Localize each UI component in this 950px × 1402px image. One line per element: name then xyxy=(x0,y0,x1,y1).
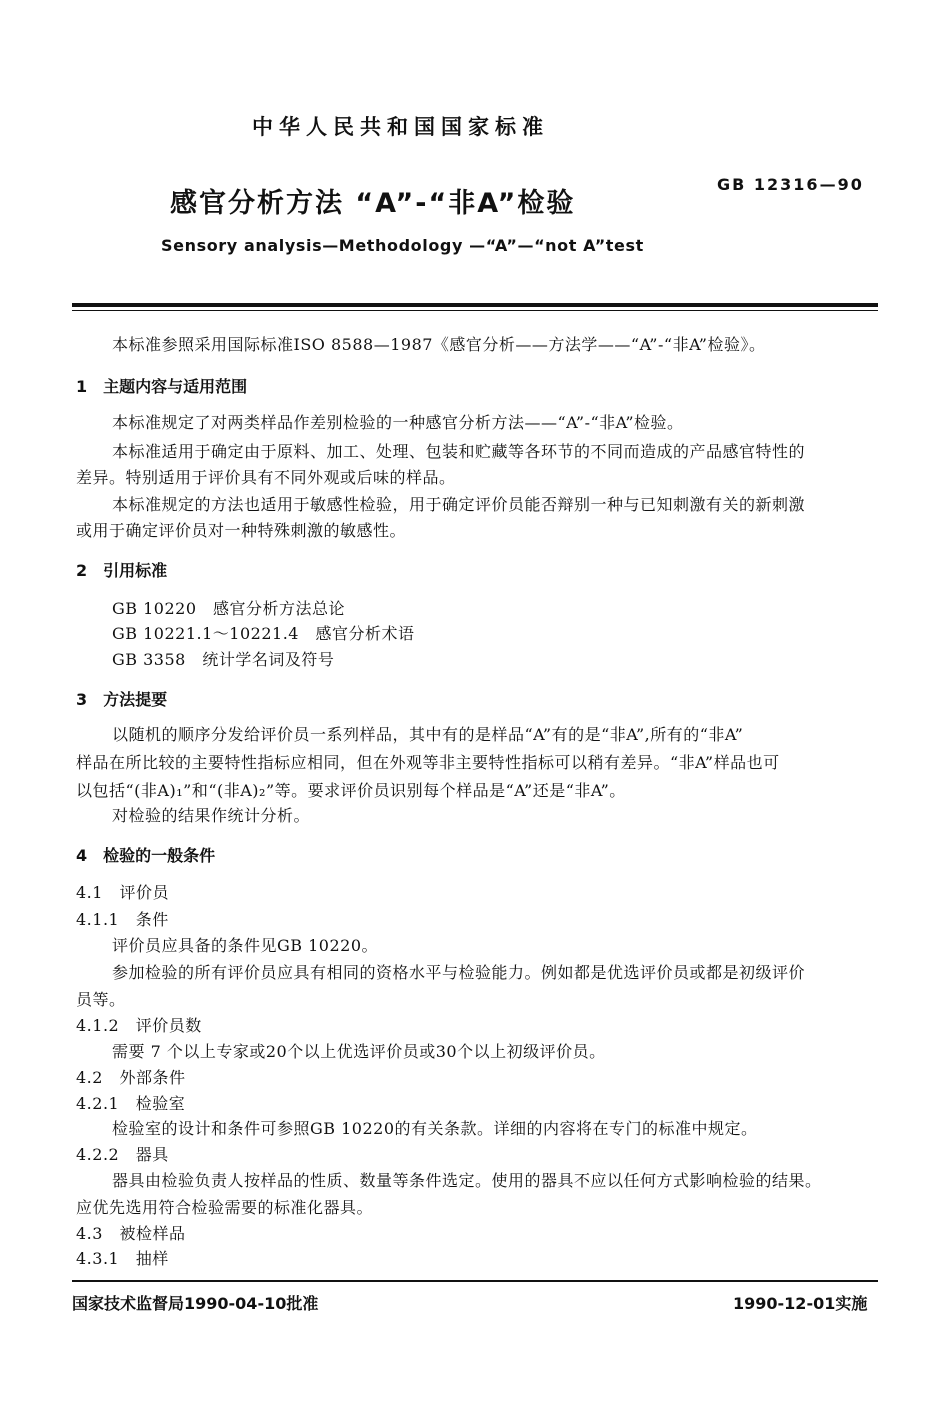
p-4-2-1: 检验室的设计和条件可参照GB 10220的有关条款。详细的内容将在专门的标准中规定。 xyxy=(112,1119,758,1138)
subsection-4-2-heading: 4.2 外部条件 xyxy=(76,1068,186,1087)
approval-note: 国家技术监督局1990-04-10批准 xyxy=(72,1294,319,1313)
p-4-1-1-a: 评价员应具备的条件见GB 10220。 xyxy=(112,936,379,955)
s3-line-2: 样品在所比较的主要特性指标应相同，但在外观等非主要特性指标可以稍有差异。“非A”样品也可 xyxy=(76,753,780,772)
subsection-4-1-2-heading: 4.1.2 评价员数 xyxy=(76,1016,202,1035)
p-4-2-2-cont: 应优先选用符合检验需要的标准化器具。 xyxy=(76,1198,374,1217)
reference-item: GB 3358 统计学名词及符号 xyxy=(112,650,335,669)
section-1-heading: 1 主题内容与适用范围 xyxy=(76,377,248,396)
standard-number: GB 12316—90 xyxy=(717,175,864,194)
p-4-1-1-b: 参加检验的所有评价员应具有相同的资格水平与检验能力。例如都是优选评价员或都是初级评价 xyxy=(112,963,806,982)
section-2-heading: 2 引用标准 xyxy=(76,561,168,580)
s1-paragraph-1: 本标准规定了对两类样品作差别检验的一种感官分析方法——“A”-“非A”检验。 xyxy=(112,413,684,432)
p-4-1-2: 需要 7 个以上专家或20个以上优选评价员或30个以上初级评价员。 xyxy=(112,1042,606,1061)
s1-paragraph-3-cont: 或用于确定评价员对一种特殊刺激的敏感性。 xyxy=(76,521,407,540)
section-3-heading: 3 方法提要 xyxy=(76,690,168,709)
effective-date: 1990-12-01实施 xyxy=(733,1294,868,1313)
section-4-heading: 4 检验的一般条件 xyxy=(76,846,216,865)
document-title-english: Sensory analysis—Methodology —“A”—“not A”test xyxy=(161,236,644,255)
subsection-4-2-2-heading: 4.2.2 器具 xyxy=(76,1145,169,1164)
footer-rule xyxy=(72,1280,878,1282)
p-4-1-1-b-cont: 员等。 xyxy=(76,990,126,1009)
subsection-4-3-1-heading: 4.3.1 抽样 xyxy=(76,1249,169,1268)
s1-paragraph-2-cont: 差异。特别适用于评价具有不同外观或后味的样品。 xyxy=(76,468,456,487)
subsection-4-1-heading: 4.1 评价员 xyxy=(76,883,169,902)
s1-paragraph-2: 本标准适用于确定由于原料、加工、处理、包装和贮藏等各环节的不同而造成的产品感官特性的 xyxy=(112,442,806,461)
s3-line-4: 对检验的结果作统计分析。 xyxy=(112,806,311,825)
reference-item: GB 10221.1～10221.4 感官分析术语 xyxy=(112,624,415,643)
s1-paragraph-3: 本标准规定的方法也适用于敏感性检验，用于确定评价员能否辩别一种与已知刺激有关的新刺激 xyxy=(112,495,806,514)
reference-item: GB 10220 感官分析方法总论 xyxy=(112,599,346,618)
intro-paragraph: 本标准参照采用国际标准ISO 8588—1987《感官分析——方法学——“A”-“非A”检验》。 xyxy=(112,335,766,354)
header-rule-thin xyxy=(72,310,878,311)
subsection-4-3-heading: 4.3 被检样品 xyxy=(76,1224,186,1243)
subsection-4-2-1-heading: 4.2.1 检验室 xyxy=(76,1094,186,1113)
s3-line-3: 以包括“(非A)₁”和“(非A)₂”等。要求评价员识别每个样品是“A”还是“非A”。 xyxy=(76,781,626,800)
p-4-2-2: 器具由检验负责人按样品的性质、数量等条件选定。使用的器具不应以任何方式影响检验的结果。 xyxy=(112,1171,822,1190)
s3-line-1: 以随机的顺序分发给评价员一系列样品，其中有的是样品“A”有的是“非A”,所有的“非A” xyxy=(112,725,744,744)
subsection-4-1-1-heading: 4.1.1 条件 xyxy=(76,910,169,929)
country-title: 中华人民共和国国家标准 xyxy=(252,115,549,139)
header-rule xyxy=(72,303,878,307)
document-title: 感官分析方法 “A”-“非A”检验 xyxy=(170,188,576,219)
